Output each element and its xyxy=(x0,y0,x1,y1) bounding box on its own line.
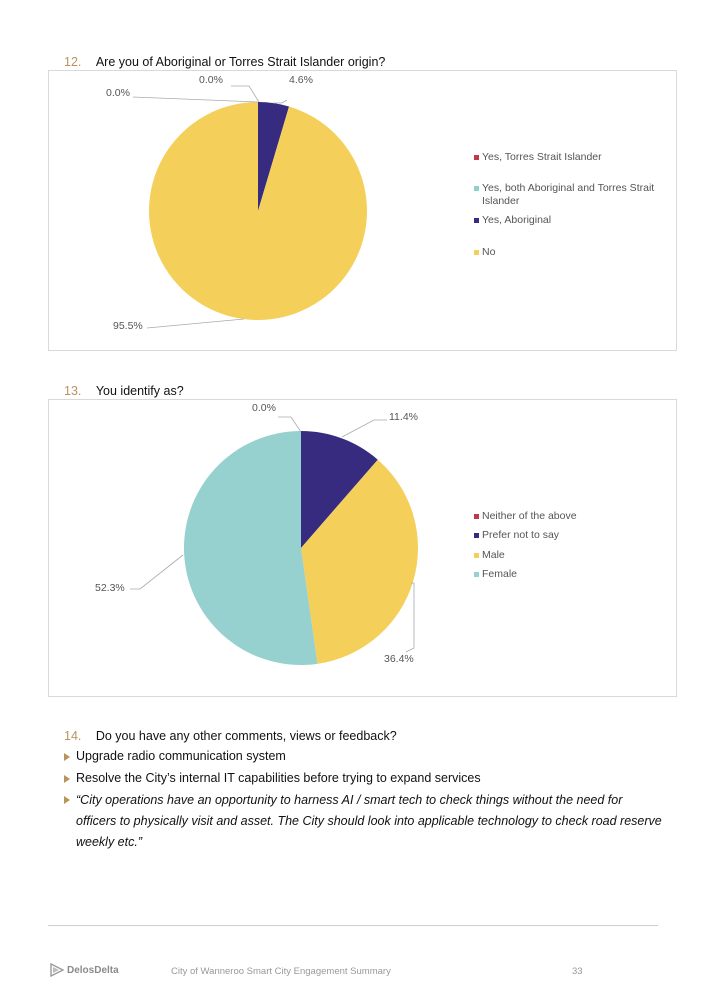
q12-label-no: 95.5% xyxy=(113,320,143,332)
q13-heading xyxy=(64,382,184,400)
q12-legend-swatch xyxy=(474,186,479,191)
q13-label-male: 36.4% xyxy=(384,653,414,665)
q12-legend-label: Yes, both Aboriginal and Torres Strait Islander xyxy=(482,182,655,207)
bullet-triangle-icon xyxy=(64,753,70,761)
bullet-triangle-icon xyxy=(64,796,70,804)
footer-logo xyxy=(50,963,119,977)
footer-page-number: 33 xyxy=(572,966,583,977)
q13-chart-box xyxy=(48,399,677,697)
q13-leader-neither xyxy=(278,417,301,432)
q12-leader-torres xyxy=(133,97,258,102)
q13-legend-swatch xyxy=(474,533,479,538)
q12-leader-aboriginal xyxy=(273,100,287,103)
q12-heading xyxy=(64,53,385,71)
q12-leader-no xyxy=(147,319,244,328)
q13-leader-female xyxy=(130,555,183,589)
q12-label-aboriginal: 4.6% xyxy=(289,74,313,86)
q14-bullet-quote: “City operations have an opportunity to harness AI / smart tech to check things without the need for officers to physically visit and asset. The City should look into applicable technology to check road reserve weekly etc.” xyxy=(76,793,662,849)
q13-legend-label: Male xyxy=(482,549,505,561)
q13-legend-swatch xyxy=(474,572,479,577)
q13-legend-item-prefer xyxy=(474,529,559,542)
q13-pie-chart xyxy=(49,400,676,696)
q12-chart-box xyxy=(48,70,677,351)
q12-legend-item-no xyxy=(474,246,495,259)
q14-bullet-text: Resolve the City’s internal IT capabilities before trying to expand services xyxy=(76,771,481,785)
q12-leader-both xyxy=(231,86,259,102)
q13-number: 13. xyxy=(64,384,82,398)
q13-leader-prefer xyxy=(342,420,387,437)
q12-legend-swatch xyxy=(474,250,479,255)
q13-legend-label: Prefer not to say xyxy=(482,529,560,541)
q13-label-prefer: 11.4% xyxy=(389,411,418,423)
q14-heading xyxy=(64,727,397,745)
q12-legend-item-both xyxy=(474,182,672,208)
q14-question: Do you have any other comments, views or feedback? xyxy=(95,729,397,743)
q12-legend-label: Yes, Torres Strait Islander xyxy=(482,151,602,163)
q14-bullet-1 xyxy=(64,749,286,763)
q12-legend-swatch xyxy=(474,155,479,160)
q14-bullet-2 xyxy=(64,771,481,785)
q12-legend-label: Yes, Aboriginal xyxy=(482,214,552,226)
q13-slice-female xyxy=(184,431,317,665)
q12-question: Are you of Aboriginal or Torres Strait Islander origin? xyxy=(95,55,386,69)
q13-legend-label: Neither of the above xyxy=(482,510,577,522)
footer-divider xyxy=(48,925,658,926)
q12-slice-no xyxy=(149,102,367,320)
q12-legend-item-torres xyxy=(474,151,602,164)
q13-legend-item-male xyxy=(474,549,505,562)
q12-legend-swatch xyxy=(474,218,479,223)
q12-label-both: 0.0% xyxy=(199,74,223,86)
q14-bullet-3 xyxy=(64,790,664,853)
delosdelta-triangle-icon xyxy=(50,963,64,977)
bullet-triangle-icon xyxy=(64,775,70,783)
q12-legend-label: No xyxy=(482,246,496,258)
q13-legend-item-neither xyxy=(474,510,577,523)
q13-legend-swatch xyxy=(474,553,479,558)
q12-label-torres: 0.0% xyxy=(106,87,130,99)
footer-document-title: City of Wanneroo Smart City Engagement Summary xyxy=(171,966,391,977)
q13-label-neither: 0.0% xyxy=(252,402,276,414)
q12-legend-item-aboriginal xyxy=(474,214,551,227)
q12-pie-chart xyxy=(49,71,676,350)
q13-legend-swatch xyxy=(474,514,479,519)
q13-label-female: 52.3% xyxy=(95,582,125,594)
q14-bullet-text: Upgrade radio communication system xyxy=(76,749,286,763)
footer-logo-text: DelosDelta xyxy=(67,964,119,976)
q12-number: 12. xyxy=(64,55,82,69)
q13-legend-item-female xyxy=(474,568,517,581)
q13-legend-label: Female xyxy=(482,568,518,580)
q13-question: You identify as? xyxy=(95,384,184,398)
q14-number: 14. xyxy=(64,729,82,743)
